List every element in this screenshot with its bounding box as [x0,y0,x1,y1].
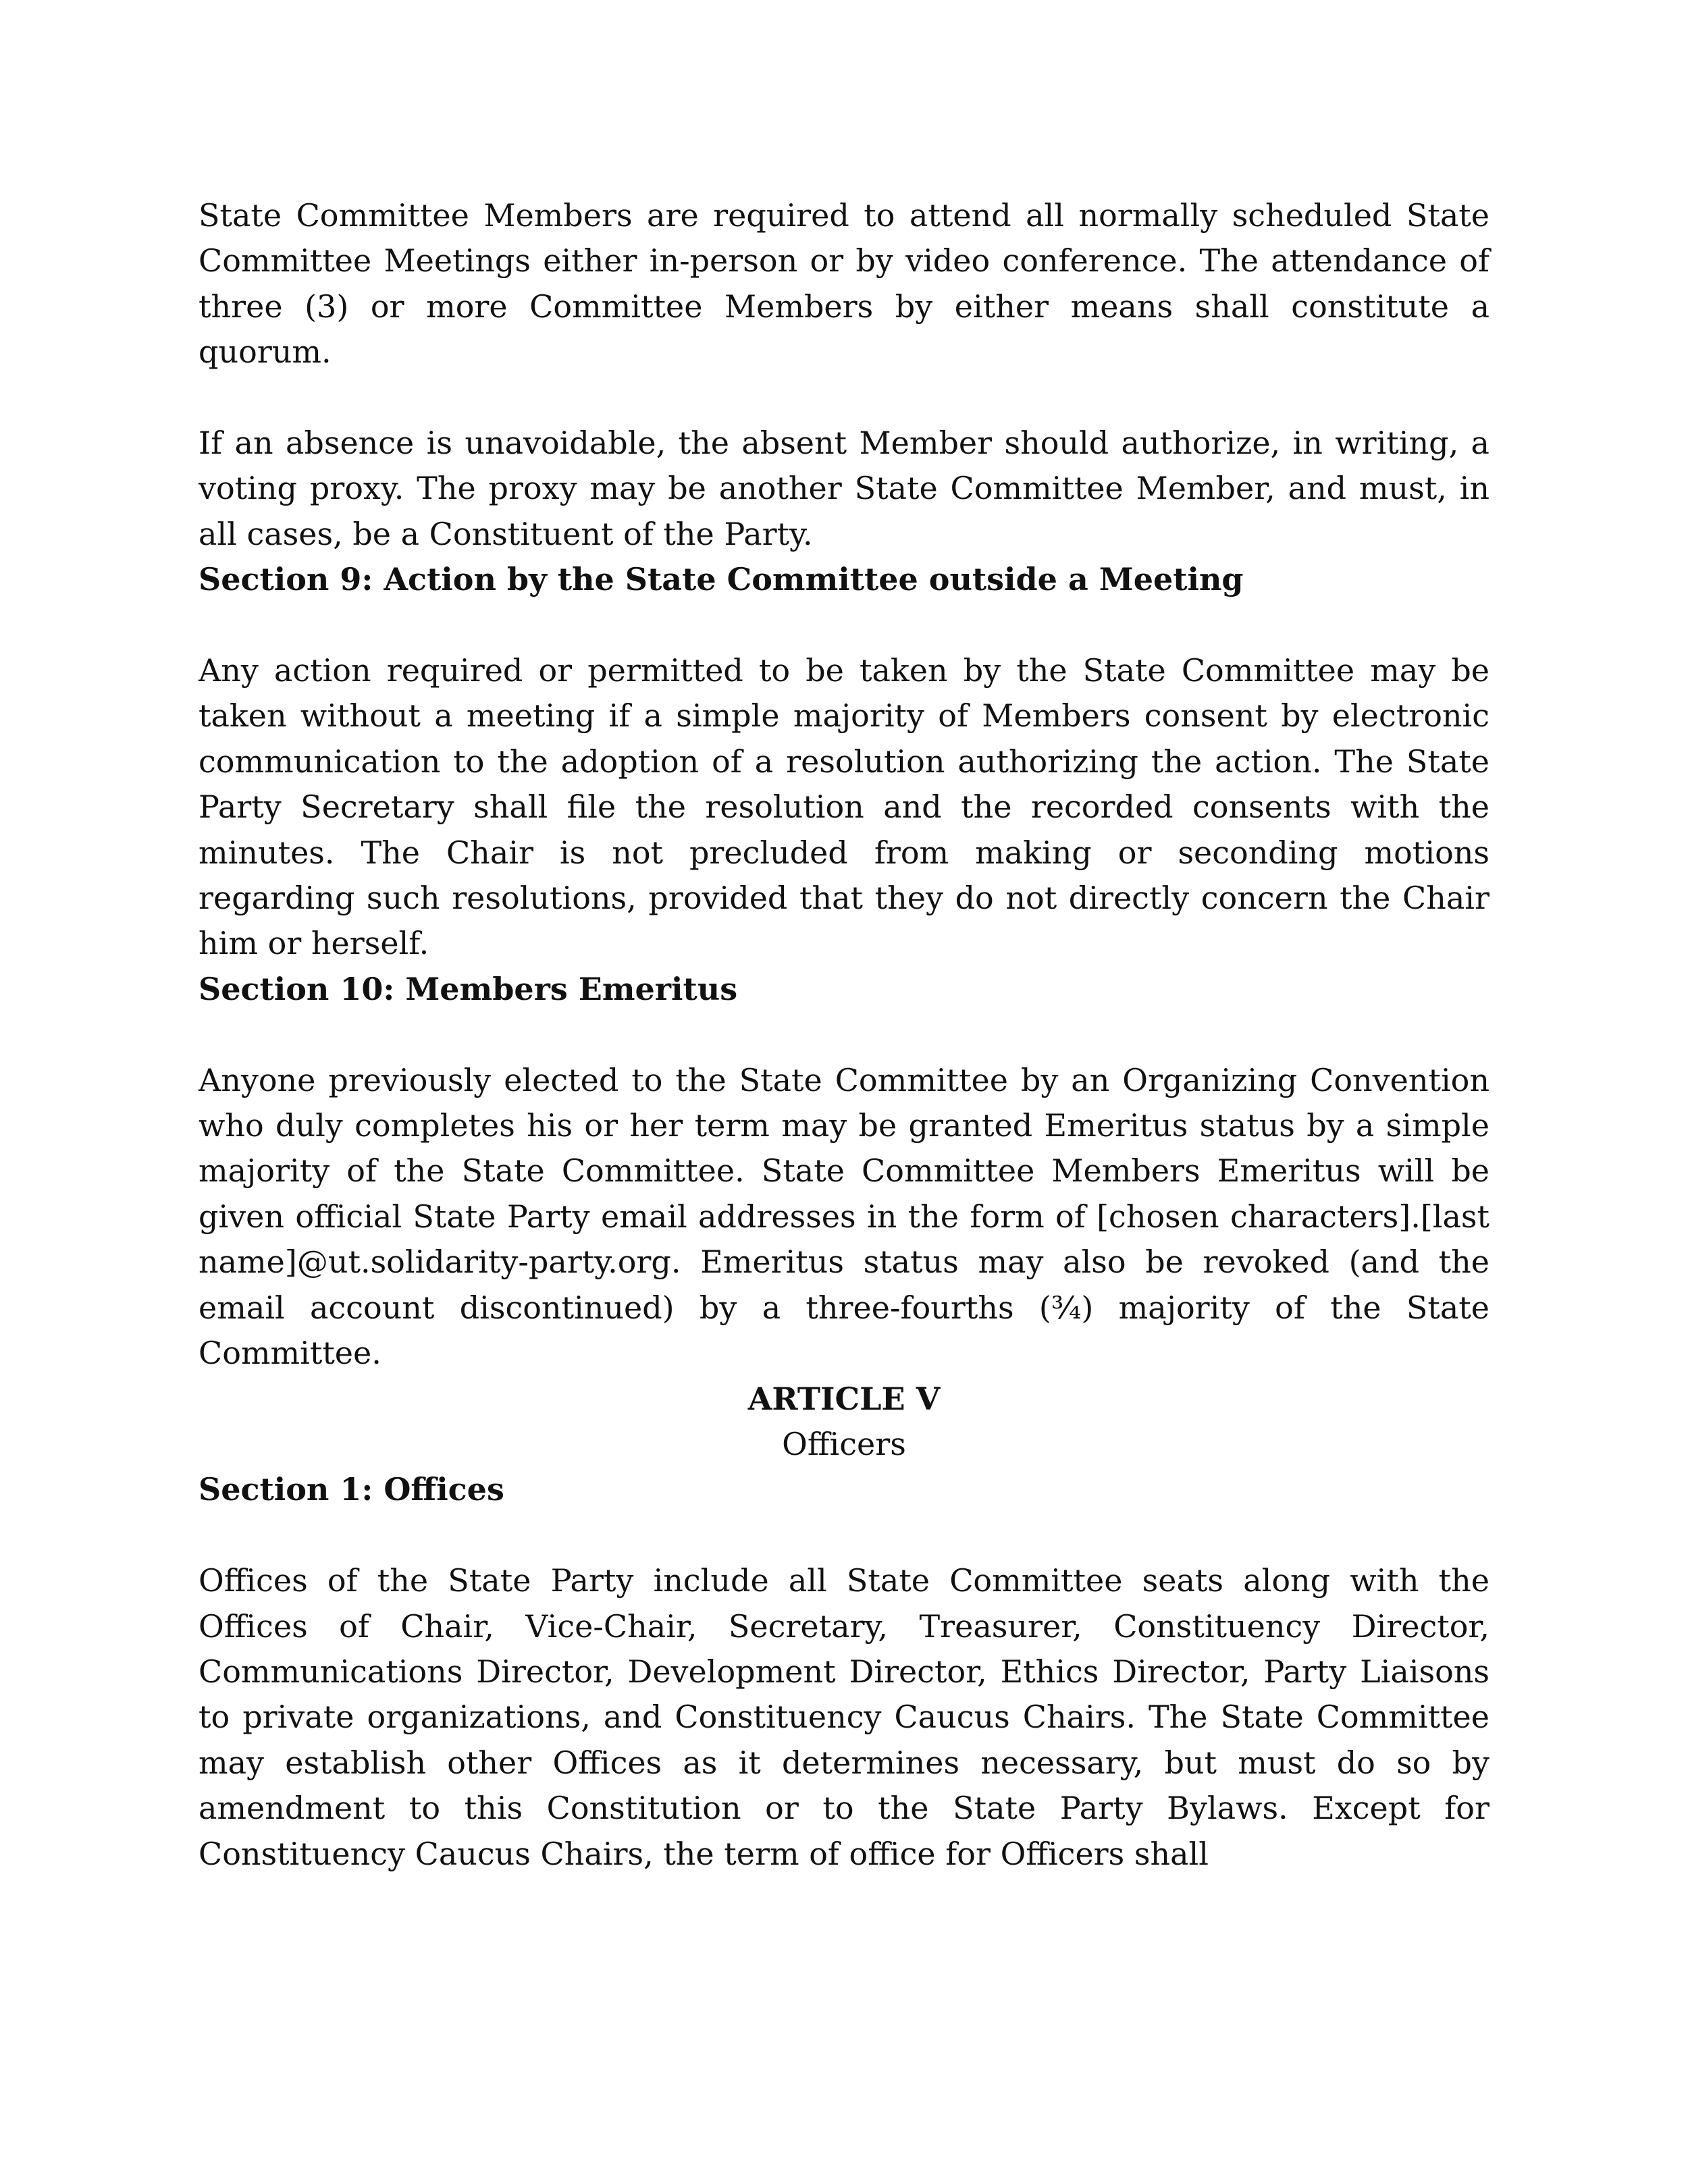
section-10-heading: Section 10: Members Emeritus [199,970,738,1007]
section-9-heading: Section 9: Action by the State Committee outside a Meeting [199,561,1244,598]
section-1-body: Offices of the State Party include all State Committee seats along with the Offices of Chair, Vice-Chair, Secretary, Treasurer, Constituency Director, Communications Director, Development Director, Ethics Director, Party Liaisons to private organizations, and Constituency Caucus Chairs. The State Committee may establish other Offices as it determines necessary, but must do so by amendment to this Constitution or to the State Party Bylaws. Except for Constituency Caucus Chairs, the term of office for Officers shall [199,1562,1489,1872]
section-1-heading: Section 1: Offices [199,1471,504,1508]
paragraph-attendance: State Committee Members are required to attend all normally scheduled State Committee Meetings either in-person or by video conference. The attendance of three (3) or more Committee Members by either means shall constitute a quorum. [199,197,1489,371]
article-subtitle: Officers [782,1425,906,1462]
section-10-body: Anyone previously elected to the State Committee by an Organizing Convention who duly completes his or her term may be granted Emeritus status by a simple majority of the State Committee. State Committee Members Emeritus will be given official State Party email addresses in the form of [chosen characters].[last name]@ut.solidarity-party.org. Emeritus status may also be revoked (and the email account discontinued) by a three-fourths (¾) majority of the State Committee. [199,1061,1489,1372]
paragraph-proxy: If an absence is unavoidable, the absent Member should authorize, in writing, a voting proxy. The proxy may be another State Committee Member, and must, in all cases, be a Constituent of the Party. [199,425,1489,552]
article-title: ARTICLE V [747,1380,941,1417]
section-9-body: Any action required or permitted to be taken by the State Committee may be taken without a meeting if a simple majority of Members consent by electronic communication to the adoption of a resolution authorizing the action. The State Party Secretary shall file the resolution and the recorded consents with the minutes. The Chair is not precluded from making or seconding motions regarding such resolutions, provided that they do not directly concern the Chair him or herself. [199,652,1489,962]
document-page [199,193,1489,1877]
